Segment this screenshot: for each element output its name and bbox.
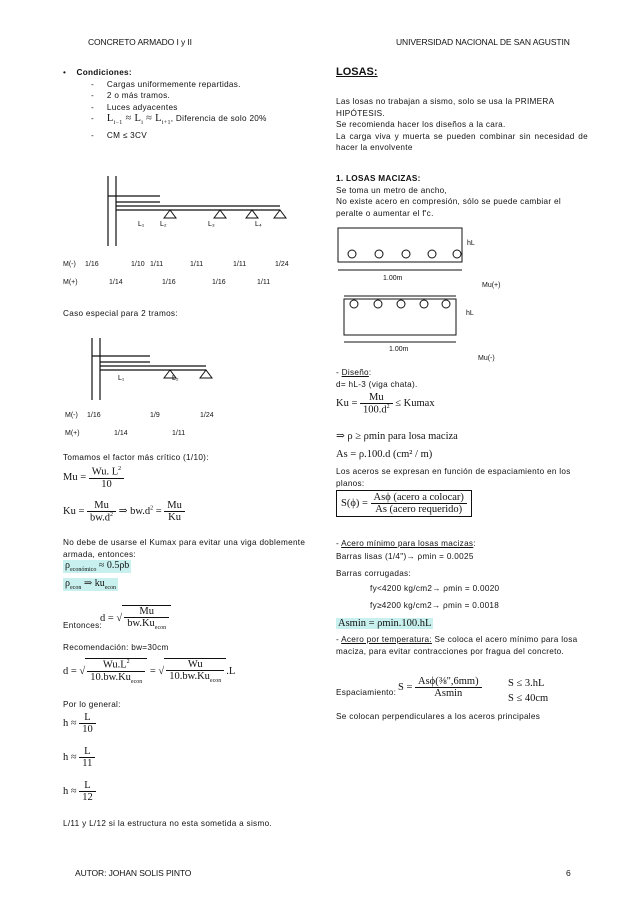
condition-item: Cargas uniformemente repartidas. (106, 79, 241, 89)
span-label: L₁ (118, 375, 125, 382)
fig1-mneg-value: 1/11 (233, 261, 247, 268)
slab-width-label: 1.00m (383, 275, 403, 282)
continuous-beam-diagram-1 (60, 168, 320, 293)
rho-econ-formula: $\rho_{econ}$ ⇒ $ku_{econ}$ (65, 578, 117, 591)
fy-high: fy≥4200 kg/cm2→ ρmin = 0.0018 (370, 601, 500, 610)
span-label: L₃ (208, 221, 215, 228)
footer-author: AUTOR: JOHAN SOLIS PINTO (75, 868, 192, 878)
span-label: L₂ (172, 375, 179, 382)
espaciamiento-formula: S = $\frac{\text{Asϕ(⅜",6mm)}}{Asmin}$ (398, 676, 482, 699)
fig1-mpos-value: 1/14 (109, 279, 123, 286)
mu-neg-label: Mu(-) (478, 355, 495, 362)
fig1-mneg-value: 1/11 (190, 261, 204, 268)
fig2-mneg-value: 1/24 (200, 412, 214, 419)
rho-min-formula: ⇒ ρ ≥ ρmin para losa maciza (336, 431, 458, 442)
fig1-mneg-label: M(-) (63, 261, 76, 268)
mu-formula: Mu = $\frac{Wu. L^2}{10}$ (63, 466, 124, 490)
paragraph: La carga viva y muerta se pueden combinar sin necesidad de hacer la envolvente (336, 131, 588, 152)
luces-formula: $L_{i-1} \approx L_i \approx L_{i+1}$ (106, 113, 171, 127)
luces-note: , Diferencia de solo 20% (170, 114, 267, 123)
d-hl-formula: d= hL-3 (viga chata). (336, 380, 418, 389)
acero-min-line: - Acero mínimo para losas macizas: (336, 539, 476, 548)
spacing-numerator: Asϕ (acero a colocar) (371, 492, 467, 504)
h-l10-formula: h ≈ $\frac{L}{10}$ (63, 712, 96, 735)
slab-section-diagram (336, 224, 536, 364)
perpendicular-note: Se colocan perpendiculares a los aceros principales (336, 712, 541, 721)
fy-low: fy<4200 kg/cm2→ ρmin = 0.0020 (370, 584, 500, 593)
header-right: UNIVERSIDAD NACIONAL DE SAN AGUSTIN (396, 37, 570, 47)
spacing-formula: S(ϕ) = $\frac{\text{Asϕ (acero a colocar)}}{\text{As (acero requerido)}}$ (336, 490, 472, 517)
condition-item: 2 o más tramos. (106, 91, 171, 100)
span-label: L₁ (138, 221, 145, 228)
conditions-block: • Condiciones: - Cargas uniformemente repartidas. - 2 o más tramos. - Luces adyacentes - $L_{i-1} \approx L_i \approx L_{i+1}$, Diferencia de solo 20% - CM ≤ 3CV (63, 68, 267, 140)
paragraph: Las losas no trabajan a sismo, solo se usa la PRIMERA HIPÓTESIS. (336, 97, 554, 118)
fig1-mneg-value: 1/10 (131, 261, 145, 268)
slab-hl-label: hL (467, 240, 475, 247)
d-expanded-formula: d = √ $\frac{Wu.L^2}{10.bw.Ku_{econ}}$ = √ $\frac{Wu}{10.bw.Ku_{econ}}$ .L (63, 659, 236, 685)
kumax-note: No debe de usarse el Kumax para evitar una viga doblemente armada, entonces: (63, 538, 306, 559)
continuous-beam-diagram-2 (60, 330, 260, 415)
temp-title: Acero por temperatura: (341, 635, 432, 644)
asmin-formula: Asmin = ρmin.100.hL (338, 618, 432, 629)
fig1-mpos-value: 1/16 (162, 279, 176, 286)
h-l12-formula: h ≈ $\frac{L}{12}$ (63, 780, 96, 803)
slab-width-label: 1.00m (389, 346, 409, 353)
h-l11-formula: h ≈ $\frac{L}{11}$ (63, 746, 95, 769)
barras-corrugadas: Barras corrugadas: (336, 569, 412, 578)
section-title: 1. LOSAS MACIZAS: (336, 174, 421, 183)
losas-intro (336, 96, 588, 154)
fig1-mneg-value: 1/24 (275, 261, 289, 268)
condition-cm: CM ≤ 3CV (106, 130, 148, 140)
spacing-text: Los aceros se expresan en función de espaciamiento en los planos: (336, 467, 571, 488)
ku-losa-formula: Ku = $\frac{Mu}{100.d^2}$ ≤ Kumax (336, 392, 435, 416)
final-note: L/11 y L/12 si la estructura no esta sometida a sismo. (63, 819, 273, 828)
s-condition: S ≤ 40cm (508, 693, 549, 704)
fig2-mneg-value: 1/9 (150, 412, 160, 419)
fig1-mneg-value: 1/11 (150, 261, 164, 268)
fig1-mpos-value: 1/16 (212, 279, 226, 286)
ku-formula: Ku = $\frac{Mu}{bw.d^2}$ ⇒ $bw.d^2$ = $\frac{Mu}{Ku}$ (63, 500, 185, 524)
s-condition: S ≤ 3.hL (508, 678, 545, 689)
mu-pos-label: Mu(+) (482, 282, 501, 289)
diseno-line: - Diseño: (336, 368, 372, 377)
barras-lisas: Barras lisas (1/4")→ ρmin = 0.0025 (336, 552, 474, 561)
fig1-mpos-label: M(+) (63, 279, 78, 286)
header-left: CONCRETO ARMADO I y II (88, 37, 192, 47)
fig1-mneg-value: 1/16 (85, 261, 99, 268)
page-number: 6 (566, 868, 571, 878)
fig2-mpos-value: 1/11 (172, 430, 186, 437)
critical-factor-text: Tomamos el factor más crítico (1/10): (63, 453, 209, 462)
acero-min-title: Acero mínimo para losas macizas (341, 539, 474, 548)
paragraph: Se recomienda hacer los diseños a la cara. (336, 120, 506, 129)
temp-text: Se coloca el acero mínimo para losa maciza, para evitar contracciones por fragua del concreto. (336, 635, 578, 656)
espaciamiento-label: Espaciamiento: (336, 688, 397, 697)
paragraph: Se toma un metro de ancho, (336, 185, 448, 195)
spacing-denominator: As (acero requerido) (375, 504, 463, 515)
rho-economic-formula: $\rho_{económico} \approx 0.5\rho b$ (65, 560, 130, 573)
paragraph: No existe acero en compresión, sólo se puede cambiar el peralte o aumentar el f'c. (336, 197, 561, 218)
conditions-title: Condiciones: (76, 68, 132, 77)
condition-item: Luces adyacentes (106, 102, 178, 112)
diseno-title: Diseño (341, 368, 369, 377)
d-formula: d = √ $\frac{Mu}{bw.Ku_{econ}}$ (100, 605, 171, 631)
span-label: L₄ (255, 221, 262, 228)
entonces-label: Entonces: (63, 621, 103, 630)
slab-hl-label: hL (466, 310, 474, 317)
special-case-text: Caso especial para 2 tramos: (63, 309, 178, 318)
fig2-mneg-label: M(-) (65, 412, 78, 419)
fig2-mneg-value: 1/16 (87, 412, 101, 419)
losas-macizas-block (336, 173, 588, 219)
por-lo-general-text: Por lo general: (63, 700, 121, 709)
fig2-mpos-label: M(+) (65, 430, 80, 437)
span-label: L₂ (160, 221, 167, 228)
recomendacion-text: Recomendación: bw=30cm (63, 643, 169, 652)
temperatura-block: - Acero por temperatura: Se coloca el acero mínimo para losa maciza, para evitar contracciones por fragua del concreto. (336, 635, 578, 656)
fig2-mpos-value: 1/14 (114, 430, 128, 437)
as-formula: As = ρ.100.d (cm² / m) (336, 449, 433, 460)
losas-title: LOSAS: (336, 66, 378, 78)
fig1-mpos-value: 1/11 (257, 279, 271, 286)
bullet-icon: • (63, 68, 67, 77)
